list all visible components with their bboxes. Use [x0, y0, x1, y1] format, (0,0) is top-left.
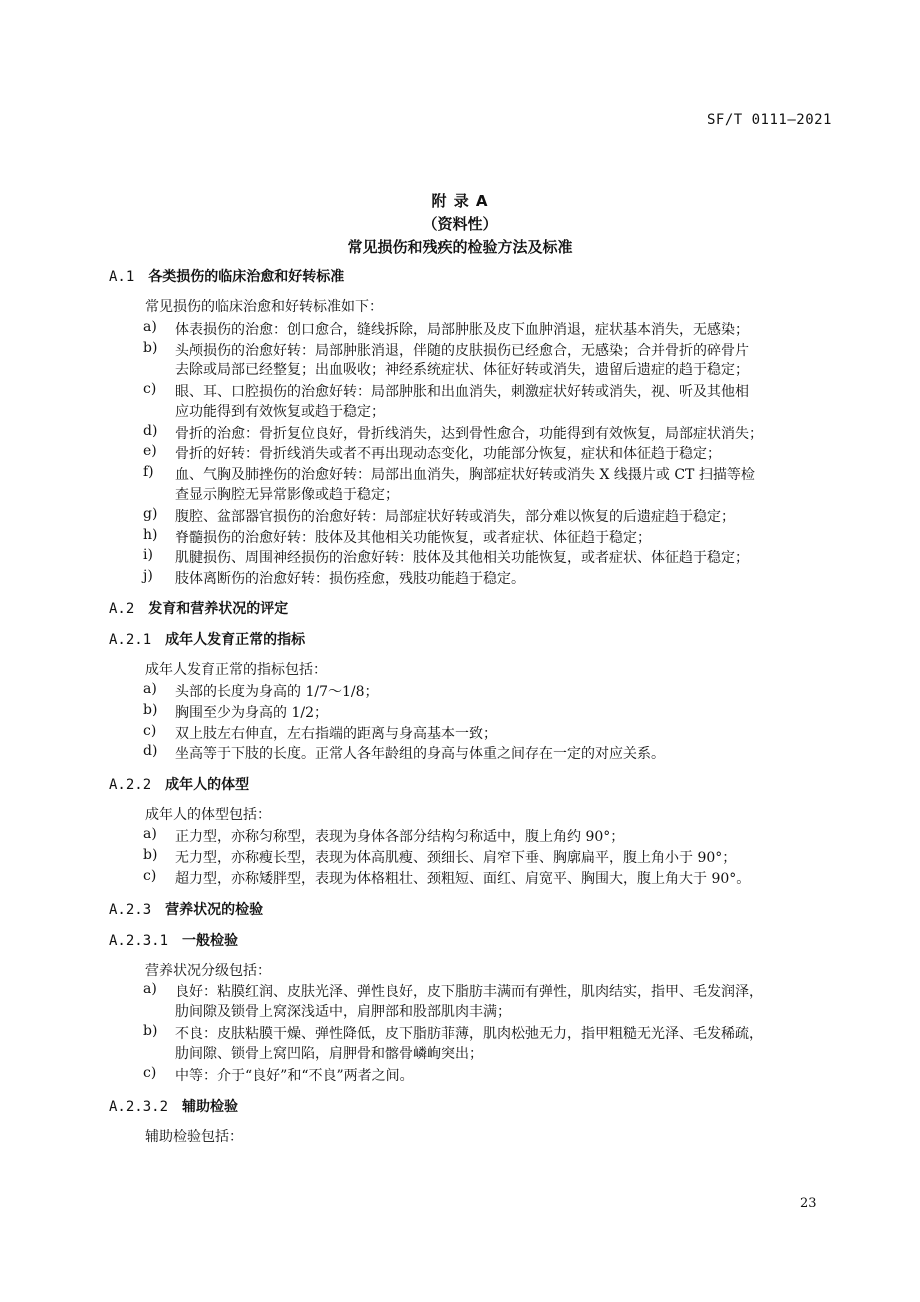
section-a2-heading: [109, 598, 288, 618]
list-text: 血、气胸及肺挫伤的治愈好转：局部出血消失，胸部症状好转或消失 X 线摄片或 CT 扫描等检: [175, 467, 755, 483]
list-text-continued: 去除或局部已经整复；出血吸收；神经系统症状、体征好转或消失，遗留后遗症的趋于稳定；: [175, 362, 749, 378]
section-a21-intro: 成年人发育正常的指标包括：: [145, 662, 327, 678]
list-text: 无力型，亦称瘦长型，表现为体高肌瘦、颈细长、肩窄下垂、胸廓扁平，腹上角小于 90°；: [175, 850, 737, 866]
list-label: c): [143, 723, 157, 739]
list-label: g): [143, 506, 158, 522]
list-text: 腹腔、盆部器官损伤的治愈好转：局部症状好转或消失，部分难以恢复的后遗症趋于稳定；: [175, 509, 735, 525]
section-a21-heading: [109, 629, 305, 649]
appendix-title: 附 录 A: [431, 192, 489, 210]
section-number: A.2.3.1: [109, 933, 169, 949]
list-text: 中等：介于“良好”和“不良”两者之间。: [175, 1068, 414, 1084]
list-label: c): [143, 1065, 157, 1081]
list-label: e): [143, 443, 157, 459]
section-title: 各类损伤的临床治愈和好转标准: [148, 269, 345, 285]
list-text: 骨折的治愈：骨折复位良好，骨折线消失，达到骨性愈合，功能得到有效恢复，局部症状消失；: [175, 426, 763, 442]
list-label: b): [143, 340, 158, 356]
list-text: 不良：皮肤粘膜干燥、弹性降低，皮下脂肪菲薄，肌肉松弛无力，指甲粗糙无光泽、毛发稀疏，: [175, 1026, 763, 1042]
section-a231-intro: 营养状况分级包括：: [145, 963, 271, 979]
list-label: b): [143, 1023, 158, 1039]
section-number: A.2.3.2: [109, 1099, 169, 1115]
list-text: 头部的长度为身高的 1/7～1/8；: [175, 684, 379, 700]
section-a22-intro: 成年人的体型包括：: [145, 807, 271, 823]
list-label: j): [143, 568, 153, 584]
list-label: c): [143, 381, 157, 397]
list-text-continued: 应功能得到有效恢复或趋于稳定；: [175, 404, 385, 420]
list-label: d): [143, 423, 158, 439]
list-label: d): [143, 743, 158, 759]
list-text-continued: 肋间隙及锁骨上窝深浅适中，肩胛部和股部肌肉丰满；: [175, 1004, 511, 1020]
list-label: b): [143, 702, 158, 718]
list-text: 骨折的好转：骨折线消失或者不再出现动态变化，功能部分恢复，症状和体征趋于稳定；: [175, 446, 721, 462]
section-a232-intro: 辅助检验包括：: [145, 1129, 243, 1145]
list-label: h): [143, 527, 158, 543]
section-title: 成年人发育正常的指标: [165, 632, 306, 648]
section-a231-heading: [109, 930, 238, 950]
list-text-continued: 肋间隙、锁骨上窝凹陷，肩胛骨和髂骨嶙峋突出；: [175, 1046, 483, 1062]
section-number: A.2.2: [109, 777, 152, 793]
list-text-continued: 查显示胸腔无异常影像或趋于稳定；: [175, 487, 399, 503]
section-number: A.1: [109, 269, 135, 285]
list-text: 正力型，亦称匀称型，表现为身体各部分结构匀称适中，腹上角约 90°；: [175, 829, 625, 845]
list-label: a): [143, 319, 157, 335]
list-text: 眼、耳、口腔损伤的治愈好转：局部肿胀和出血消失，刺激症状好转或消失，视、听及其他相: [175, 384, 749, 400]
section-a232-heading: [109, 1096, 238, 1116]
list-text: 肌腱损伤、周围神经损伤的治愈好转：肢体及其他相关功能恢复，或者症状、体征趋于稳定；: [175, 550, 749, 566]
section-a1-intro: 常见损伤的临床治愈和好转标准如下：: [145, 299, 383, 315]
list-text: 双上肢左右伸直，左右指端的距离与身高基本一致；: [175, 726, 497, 742]
list-text: 头颅损伤的治愈好转：局部肿胀消退，伴随的皮肤损伤已经愈合，无感染；合并骨折的碎骨片: [175, 343, 749, 359]
section-title: 成年人的体型: [165, 777, 250, 793]
section-number: A.2: [109, 601, 135, 617]
list-text: 脊髓损伤的治愈好转：肢体及其他相关功能恢复，或者症状、体征趋于稳定；: [175, 530, 651, 546]
section-title: 辅助检验: [182, 1099, 239, 1115]
section-title: 一般检验: [182, 933, 239, 949]
list-text: 坐高等于下肢的长度。正常人各年龄组的身高与体重之间存在一定的对应关系。: [175, 746, 665, 762]
document-code: SF/T 0111—2021: [706, 112, 832, 128]
list-text: 良好：粘膜红润、皮肤光泽、弹性良好，皮下脂肪丰满而有弹性，肌肉结实，指甲、毛发润泽，: [175, 984, 763, 1000]
list-label: i): [143, 547, 153, 563]
list-text: 胸围至少为身高的 1/2；: [175, 705, 328, 721]
section-a23-heading: [109, 899, 263, 919]
section-number: A.2.1: [109, 632, 152, 648]
list-label: a): [143, 826, 157, 842]
list-label: f): [143, 464, 154, 480]
section-title: 营养状况的检验: [165, 902, 264, 918]
list-label: c): [143, 868, 157, 884]
list-label: a): [143, 681, 157, 697]
page-number: 23: [800, 1196, 817, 1211]
list-label: a): [143, 981, 157, 997]
section-a22-heading: [109, 774, 249, 794]
list-text: 体表损伤的治愈：创口愈合，缝线拆除，局部肿胀及皮下血肿消退，症状基本消失，无感染；: [175, 322, 749, 338]
list-text: 超力型，亦称矮胖型，表现为体格粗壮、颈粗短、面红、肩宽平、胸围大，腹上角大于 90°。: [175, 871, 751, 887]
appendix-nature: （资料性）: [422, 215, 498, 233]
list-text: 肢体离断伤的治愈好转：损伤痊愈，残肢功能趋于稳定。: [175, 571, 525, 587]
section-a1-heading: [109, 266, 344, 286]
list-label: b): [143, 847, 158, 863]
appendix-subtitle: 常见损伤和残疾的检验方法及标准: [347, 238, 573, 256]
section-title: 发育和营养状况的评定: [148, 601, 289, 617]
section-number: A.2.3: [109, 902, 152, 918]
